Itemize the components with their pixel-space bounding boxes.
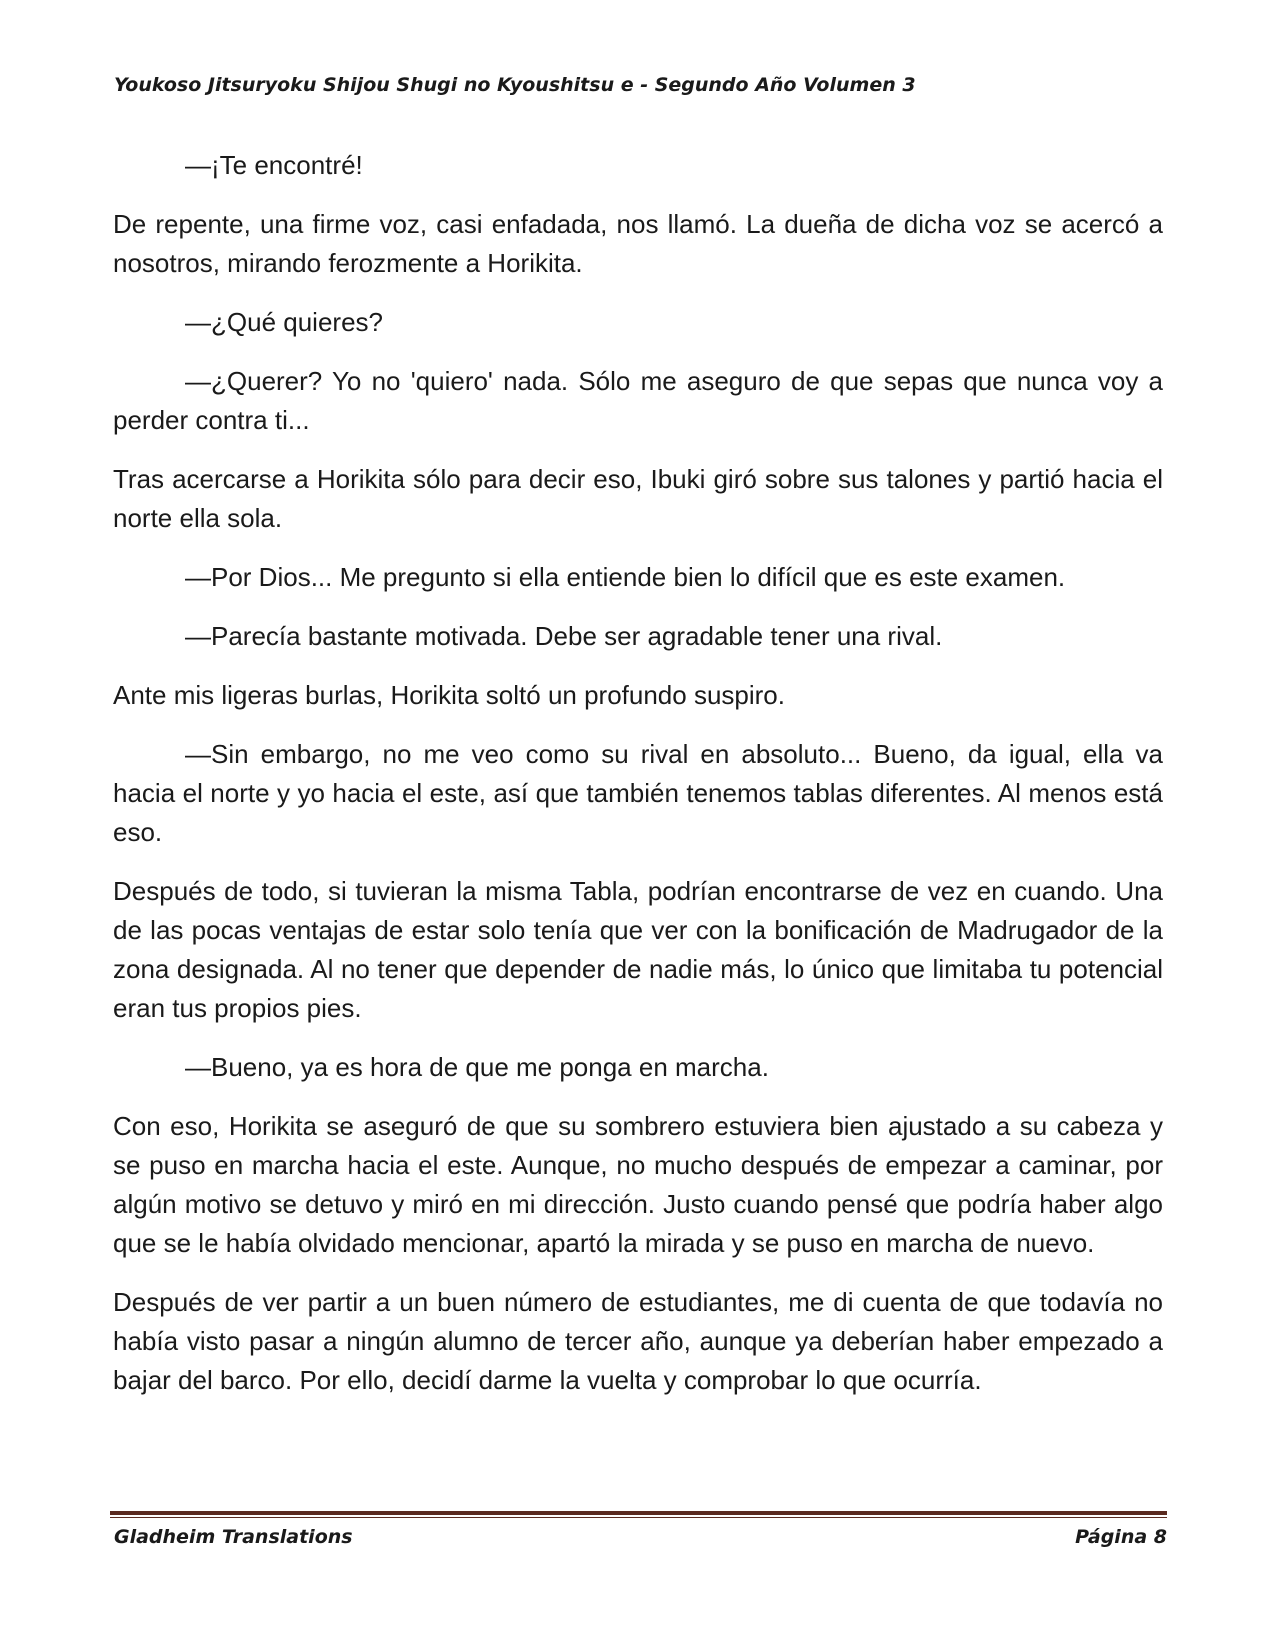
footer-credit: Gladheim Translations: [114, 1526, 353, 1548]
paragraph: De repente, una firme voz, casi enfadada, nos llamó. La dueña de dicha voz se acercó a nosotros, mirando ferozmente a Horikita.: [113, 209, 1163, 278]
paragraph: Ante mis ligeras burlas, Horikita soltó un profundo suspiro.: [113, 680, 785, 710]
paragraph: —Parecía bastante motivada. Debe ser agradable tener una rival.: [185, 621, 943, 651]
footer-divider-thick: [110, 1511, 1167, 1515]
paragraph: —Bueno, ya es hora de que me ponga en marcha.: [185, 1052, 769, 1082]
paragraph: —Sin embargo, no me veo como su rival en absoluto... Bueno, da igual, ella va hacia el norte y yo hacia el este, así que también tenemos tablas diferentes. Al menos está eso.: [113, 739, 1163, 847]
paragraph: —¿Qué quieres?: [185, 307, 383, 337]
page-body: [113, 146, 1163, 1420]
paragraph: —¡Te encontré!: [185, 150, 363, 180]
paragraph: —¿Querer? Yo no 'quiero' nada. Sólo me aseguro de que sepas que nunca voy a perder contra ti...: [113, 366, 1163, 435]
paragraph: Tras acercarse a Horikita sólo para decir eso, Ibuki giró sobre sus talones y partió hacia el norte ella sola.: [113, 464, 1163, 533]
paragraph: —Por Dios... Me pregunto si ella entiende bien lo difícil que es este examen.: [185, 562, 1066, 592]
paragraph: Después de ver partir a un buen número de estudiantes, me di cuenta de que todavía no había visto pasar a ningún alumno de tercer año, aunque ya deberían haber empezado a bajar del barco. Por ello, decidí darme la vuelta y comprobar lo que ocurría.: [113, 1287, 1163, 1395]
paragraph: Después de todo, si tuvieran la misma Tabla, podrían encontrarse de vez en cuando. Una de las pocas ventajas de estar solo tenía que ver con la bonificación de Madrugador de la zona designada. Al no tener que depender de nadie más, lo único que limitaba tu potencial eran tus propios pies.: [113, 876, 1163, 1023]
page-number: Página 8: [1075, 1526, 1167, 1548]
paragraph: Con eso, Horikita se aseguró de que su sombrero estuviera bien ajustado a su cabeza y se puso en marcha hacia el este. Aunque, no mucho después de empezar a caminar, por algún motivo se detuvo y miró en mi dirección. Justo cuando pensé que podría haber algo que se le había olvidado mencionar, apartó la mirada y se puso en marcha de nuevo.: [113, 1111, 1163, 1258]
page-header-title: Youkoso Jitsuryoku Shijou Shugi no Kyoushitsu e - Segundo Año Volumen 3: [114, 74, 916, 96]
footer-divider-thin: [110, 1517, 1167, 1518]
footer-divider: [110, 1511, 1167, 1519]
